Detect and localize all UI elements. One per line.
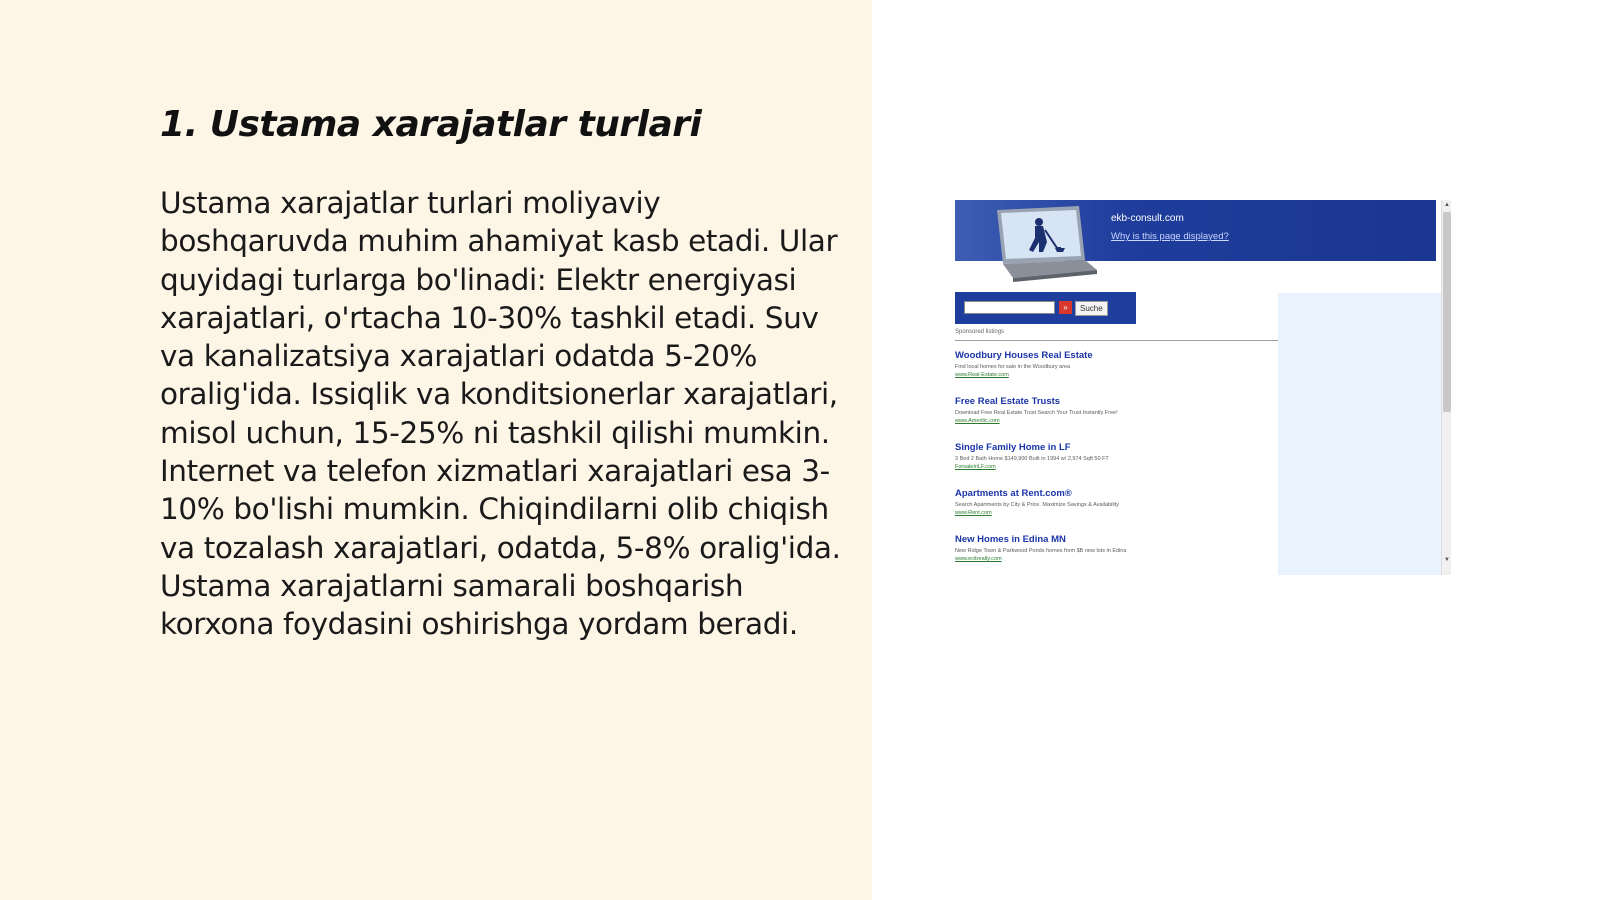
listing-title[interactable]: Apartments at Rent.com® bbox=[955, 488, 1072, 499]
listing-item[interactable] bbox=[955, 488, 1275, 516]
listing-url[interactable]: www.Real-Estate.com bbox=[955, 372, 1009, 378]
listing-title[interactable]: Single Family Home in LF bbox=[955, 442, 1071, 453]
scroll-down-icon[interactable]: ▼ bbox=[1444, 557, 1450, 563]
listing-item[interactable] bbox=[955, 350, 1275, 378]
listing-url[interactable]: www.Amerilic.com bbox=[955, 418, 1000, 424]
search-icon[interactable]: » bbox=[1059, 301, 1072, 314]
listing-desc: New Ridge Town & Parkwood Ponds homes from $B new lots in Edina bbox=[955, 548, 1127, 554]
listing-url[interactable]: www.Rent.com bbox=[955, 510, 992, 516]
banner-domain: ekb-consult.com bbox=[1111, 213, 1184, 224]
right-sidebar bbox=[1278, 293, 1443, 575]
embedded-screenshot bbox=[955, 200, 1451, 575]
listing-desc: 3 Bed 2 Bath Home $149,900 Built in 1994 w/ 2,974 Sqft 50 FT bbox=[955, 456, 1109, 462]
slide-body: Ustama xarajatlar turlari moliyaviy boshqaruvda muhim ahamiyat kasb etadi. Ular quyidagi turlarga bo'linadi: Elektr energiyasi xarajatlari, o'rtacha 10-30% tashkil etadi. Suv va kanalizatsiya xarajatlari odatda 5-20% oralig'ida. Issiqlik va konditsionerlar xarajatlari, misol uchun, 15-25% ni tashkil qilishi mumkin. Internet va telefon xizmatlari xarajatlari esa 3-10% bo'lishi mumkin. Chiqindilarni olib chiqish va tozalash xarajatlari, odatda, 5-8% oralig'ida. Ustama xarajatlarni samarali boshqarish korxona foydasini oshirishga yordam beradi. bbox=[160, 186, 841, 642]
listing-desc: Find local homes for sale in the Woodbury area bbox=[955, 364, 1071, 370]
search-box bbox=[955, 292, 1136, 324]
listing-url[interactable]: ForsaleInLF.com bbox=[955, 464, 996, 470]
listing-desc: Download Free Real Estate Trust Search Your Trust Instantly Free! bbox=[955, 410, 1118, 416]
listing-title[interactable]: Free Real Estate Trusts bbox=[955, 396, 1061, 407]
scroll-thumb[interactable] bbox=[1443, 212, 1451, 412]
listing-item[interactable] bbox=[955, 442, 1275, 470]
search-button[interactable]: Suche bbox=[1075, 301, 1108, 316]
slide-title: 1. Ustama xarajatlar turlari bbox=[160, 104, 702, 145]
why-displayed-link[interactable]: Why is this page displayed? bbox=[1111, 231, 1229, 242]
laptop-worker-icon bbox=[987, 204, 1099, 284]
search-input[interactable] bbox=[964, 301, 1055, 314]
divider bbox=[955, 340, 1278, 341]
listing-item[interactable] bbox=[955, 396, 1275, 424]
listing-title[interactable]: New Homes in Edina MN bbox=[955, 534, 1066, 545]
scroll-up-icon[interactable]: ▲ bbox=[1444, 202, 1450, 208]
sponsored-label: Sponsored listings bbox=[955, 329, 1005, 335]
scrollbar[interactable] bbox=[1441, 200, 1451, 575]
listing-title[interactable]: Woodbury Houses Real Estate bbox=[955, 350, 1093, 361]
listing-item[interactable] bbox=[955, 534, 1275, 562]
listing-url[interactable]: www.ecitrealty.com bbox=[955, 556, 1002, 562]
listing-desc: Search Apartments by City & Price. Maximize Savings & Availability bbox=[955, 502, 1120, 508]
